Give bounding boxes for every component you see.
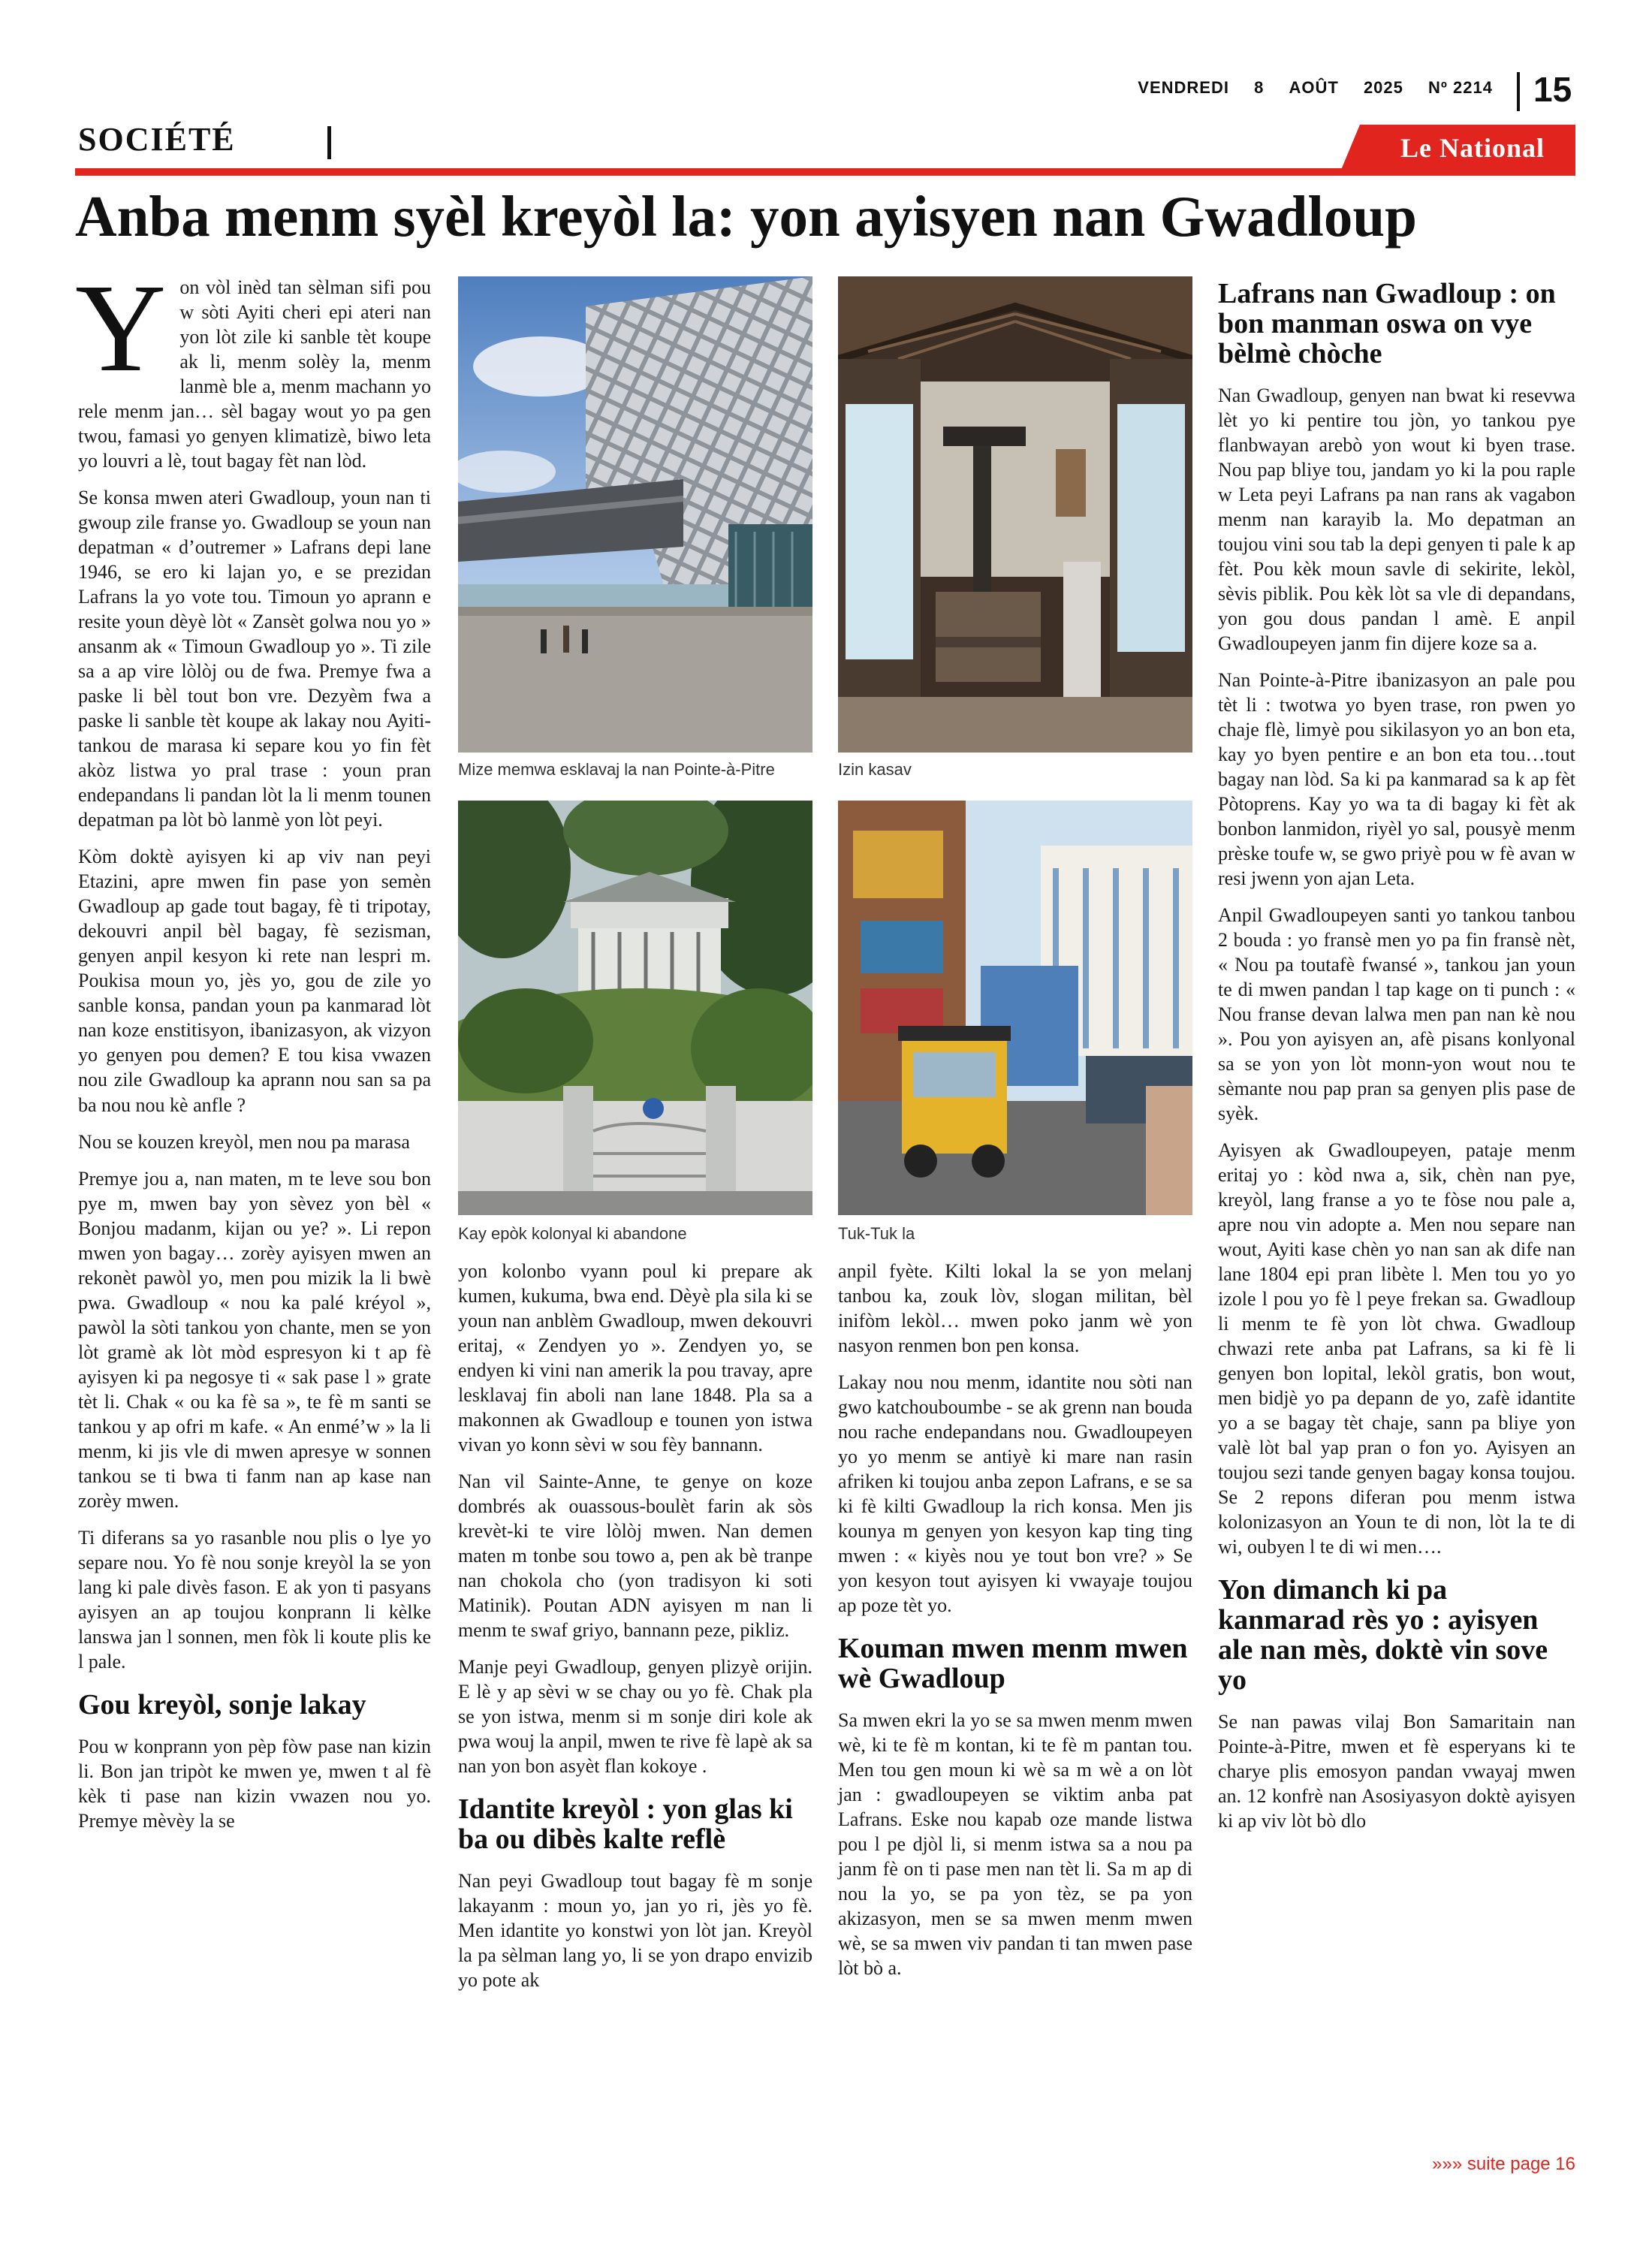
cassava-factory-photo-caption: Izin kasav — [838, 760, 912, 779]
article-column-4 — [1218, 275, 1575, 1845]
cassava-factory-photo — [838, 276, 1192, 753]
paragraph: Sa mwen ekri la yo se sa mwen menm mwen wè, ki te fè m kontan, ki te fè m pantan tou. Men tou gen moun ki wè sa m wè a on lòt jan : gwadloupeyen se viktim anba pat Lafrans. Eske nou kapab oze mande listwa pou l pe djòl li, si menm istwa sa a nou pa janm fè on ti pase men nan tèt li. Sa m ap di nou la yo, se pa yon tèz, se pa yon akizasyon, men se sa mwen menm mwen wè, se sa mwen viv pandan ti tan mwen pase lòt bò a. — [838, 1709, 1192, 1980]
paragraph: yon kolonbo vyann poul ki prepare ak kumen, kukuma, bwa end. Dèyè pla sila ki se youn nan anblèm Gwadloup, mwen dekouvri eritaj, « Zendyen yo ». Zendyen yo, se endyen ki vini nan amerik la pou travay, apre lesklavaj fin aboli nan lane 1848. Pla sa a makonnen ak Gwadloup e tounen yon istwa vivan yo konn sèvi w sou fèy bannann. — [458, 1260, 812, 1456]
paragraph: Ti diferans sa yo rasanble nou plis o lye yo separe nou. Yo fè nou sonje kreyòl la se yon lang ki pale divès fason. E ak yon ti pasyans ayisyen an ap toujou konprann li kèlke lanswa jan l sonnen, men fòk li koute plis ke l pale. — [78, 1526, 431, 1672]
section-divider — [327, 126, 331, 159]
issue-meta — [1118, 78, 1493, 98]
paragraph: Anpil Gwadloupeyen santi yo tankou tanbou 2 bouda : yo fransè men yo pa fin fransè nèt, « Nou pa toutafè fwansé », tankou jan youn te di mwen pandan l tap kage on ti punch : « Nou franse devan lalwa men pan nan kè nou ». Pou yon ayisyen an, afè pisans konlyonal sa se yon yon lòt monn-yon wout nou te sèmante nou pap pran sa genyen plis pase de syèk. — [1218, 903, 1575, 1125]
colonial-house-photo-caption: Kay epòk kolonyal ki abandone — [458, 1224, 687, 1243]
dropcap: Y — [75, 258, 167, 398]
subheading-lafrans-nan-gwadloup: Lafrans nan Gwadloup : on bon manman oswa on vye bèlmè chòche — [1218, 278, 1556, 369]
paragraph: Se nan pawas vilaj Bon Samaritain nan Pointe-à-Pitre, mwen et fè esperyans ki te charye plis emosyon pandan vwayaj mwen an. 12 konfrè nan Asosiyasyon doktè ayisyen ki ap viv lòt bò dlo — [1218, 1710, 1575, 1832]
museum-photo — [458, 276, 812, 753]
article-column-1 — [75, 258, 431, 1845]
paragraph: Lakay nou nou menm, idantite nou sòti nan gwo katchouboumbe - se ak grenn nan bouda nou rache endepandans nou. Gwadloupeyen yo yo menm se antiyè ki mare nan rasin afriken ki toujou anba zepon Lafrans, e se sa ki fè kilti Gwadloup la rich konsa. Men jis kounya m genyen yon kesyon kap ting ting mwen : « kiyès nou ye tout bon vre? » Se yon kesyon tout ayisyen ki vwayaje toujou ap poze tèt yo. — [838, 1371, 1192, 1617]
paragraph: Premye jou a, nan maten, m te leve sou bon pye m, mwen bay yon sèvez yon bèl « Bonjou madanm, kijan ou ye? ». Li repon mwen yon bagay… zorèy ayisyen mwen an rekonèt pawòl yo, men pou mizik la li bwè pwa. Gwadloup « nou ka palé kréyol », pawòl la sòti tankou yon chante, men se yon lòt gramè ak lòt mòd espresyon ki t ap fè ayisyen ki pa negosye ti « sak pase l » grate tèt li. Chak « ou ka fè sa », te fè m santi se tankou y ap ofri m kafe. « An enmé’w » la li menm, ki jis vle di mwen apresye w sonnen tankou se ti bwa ti fanm nan ap kase nan zorèy mwen. — [78, 1167, 431, 1512]
issue-month: AOÛT — [1289, 78, 1339, 97]
paragraph: Nan Gwadloup, genyen nan bwat ki resevwa lèt yo ki pentire tou jòn, yo tankou pye flanbwayan arebò yon wout ki byen trase. Nou pap bliye tou, jandam yo ki la pou raple w Leta peyi Lafrans pa nan rans ak vagabon menm nan karayib la. Mo depatman an toujou vini sou tab la depi genyen ti pale k ap fèt. Pou kèk moun savle di sekirite, lekòl, sèvis piblik. Pou kèk lòt sa vle di depandans, yon gou dous pandan l amè. E anpil Gwadloupeyen janm fin dijere koze sa a. — [1218, 384, 1575, 654]
paragraph: Nan Pointe-à-Pitre ibanizasyon an pale pou tèt li : twotwa yo byen trase, ron pwen yo chaje flè, limyè pou sikilasyon yo an bon eta, kay yo byen pentire e an bon eta tou…tout bagay nan lòd. Sa ki pa kanmarad sa k ap fèt Pòtoprens. Kay yo wa ta di bagay ki fèt ak bonbon lanmidon, riyèl yo sal, pousyè menm prèske toufe w, se gwo priyè pou w fè avan w resi jwenn yon ajan Leta. — [1218, 668, 1575, 889]
article-headline: Anba menm syèl kreyòl la: yon ayisyen nan Gwadloup — [75, 184, 1417, 249]
subheading-idantite-kreyol: Idantite kreyòl : yon glas ki ba ou dibès kalte reflè — [458, 1793, 793, 1856]
tuktuk-street-photo-caption: Tuk-Tuk la — [838, 1224, 915, 1243]
tuktuk-street-photo — [838, 801, 1192, 1215]
brand-name: Le National — [1400, 133, 1545, 163]
tuktuk-street-photo-icon — [838, 801, 1192, 1215]
issue-number: Nº 2214 — [1428, 78, 1493, 97]
paragraph: Ayisyen ak Gwadloupeyen, pataje menm eritaj yo : kòd nwa a, sik, chèn nan pye, kreyòl, lang franse a yo te fòse nou pale a, apre nou vin adopte a. Men nou separe nan wout, Ayiti kase chèn yo nan san ak dife nan lane 1804 epi pran libète l. Men tou yo yo izole l pou yo fè l peye frekan sa. Gwadloup li menm te fè yon lòt chwa. Gwadloup chwazi rete anba pat Lafrans, sa ki fè li genyen bon lopital, lekòl gratis, bon wout, men bidjè yo pa depann de yo, zafè idantite yo a se bagay tèt chaje, sann pa bliye yon valè lòt bal yap pran o fon yo. Ayisyen an toujou sezi tande genyen bagay konsa toujou. Se 2 repons diferan pou menm istwa kolonizasyon an Youn te di non, lòt la te di wi, oubyen l te di wi men…. — [1218, 1139, 1575, 1558]
subheading-gou-kreyol: Gou kreyòl, sonje lakay — [78, 1688, 366, 1721]
paragraph: Nan peyi Gwadloup tout bagay fè m sonje lakayanm : moun yo, jan yo ri, jès yo fè. Men idantite yo konstwi yon lòt jan. Kreyòl la pa sèlman lang yo, li se yon drapo envizib yo pote ak — [458, 1870, 812, 1992]
issue-year: 2025 — [1363, 78, 1403, 97]
page-number: 15 — [1533, 70, 1572, 109]
header-rule — [75, 168, 1575, 176]
subheading-kouman-mwen-we: Kouman mwen menm mwen wè Gwadloup — [838, 1633, 1188, 1695]
museum-photo-icon — [458, 276, 812, 753]
colonial-house-photo-icon — [458, 801, 812, 1215]
museum-photo-caption: Mize memwa esklavaj la nan Pointe-à-Pitre — [458, 760, 775, 779]
section-name: SOCIÉTÉ — [78, 121, 236, 158]
paragraph: Pou w konprann yon pèp fòw pase nan kizin li. Bon jan tripòt ke mwen ye, mwen t al fè kèk ti pase nan kizin vwazen nou yo. Premye mèvèy la se — [78, 1735, 431, 1832]
paragraph: Nan vil Sainte-Anne, te genye on koze dombrés ak ouassous-boulèt farin ak sòs krevèt-ki te vire lòlòj mwen. Nan demen maten m tonbe sou towo a, pen ak bè tranpe nan chokola cho (yon tradisyon ki soti Matinik). Poutan ADN ayisyen m nan li menm te swaf griyo, bannann peze, pikliz. — [458, 1470, 812, 1642]
paragraph: Manje peyi Gwadloup, genyen plizyè orijin. E lè y ap sèvi w se chay ou yo fè. Chak pla se yon istwa, menm si m sonje diri kole ak pwa wouj la anpil, mwen te rive fè lapè ak sa nan yon bon asyèt flan kokoye . — [458, 1656, 812, 1778]
article-column-3 — [838, 1259, 1192, 1992]
paragraph: anpil fyète. Kilti lokal la se yon melanj tanbou ka, zouk lòv, slogan militan, bèl inifòm lekòl… mwen poko janm wè yon nasyon renmen bon pen konsa. — [838, 1260, 1192, 1357]
intro-text: on vòl inèd tan sèlman sifi pou w sòti Ayiti cheri epi ateri nan yon lòt zile ki sanble tèt koupe ak li, menm solèy la, menm lanmè ble a, menm machann yo rele menm jan… sèl bagay wout yo pa gen twou, famasi yo genyen klimatizè, biwo leta yo louvri a lè, tout bagay fèt nan lòd. — [78, 276, 431, 472]
paragraph: Kòm doktè ayisyen ki ap viv nan peyi Etazini, apre mwen fin pase yon semèn Gwadloup ap gade tout bagay, fè ti tripotay, dekouvri anpil bèl bagay, fè sezisman, genyen anpil kesyon ki rete nan lespri m. Poukisa moun yo, jès yo, gou de zile yo sanble konsa, pandan youn pa kanmarad lòt nan koze enstitisyon, ibanizasyon, ak vizyon yo genyen pou demen? E tou kisa vwazen nou zile Gwadloup ka aprann nou san sa pa ba nou nou kè anfle ? — [78, 846, 431, 1116]
issue-date: 8 — [1254, 78, 1265, 97]
page-number-divider — [1517, 72, 1520, 111]
paragraph: Nou se kouzen kreyòl, men nou pa marasa — [78, 1130, 410, 1153]
colonial-house-photo — [458, 801, 812, 1215]
cassava-factory-photo-icon — [838, 276, 1192, 753]
article-column-2 — [458, 1259, 812, 2004]
article-intro — [75, 258, 431, 473]
subheading-yon-dimanch: Yon dimanch ki pa kanmarad rès yo : ayisyen ale nan mès, doktè vin sove yo — [1218, 1574, 1548, 1697]
paragraph: Se konsa mwen ateri Gwadloup, youn nan ti gwoup zile franse yo. Gwadloup se youn nan depatman « d’outremer » Lafrans depi lane 1946, se ero ki lajan yo, e se prezidan Lafrans la yo vote tou. Timoun yo aprann e resite youn dèyè lòt « Zansèt golwa nou yo » ansanm ak « Timoun Gwadloup yo ». Ti zile sa a ap vire lòlòj ou de fwa. Premye fwa a paske li bèl tout bon vre. Dezyèm fwa a paske li sanble tèt koupe ak lakay nou Ayiti-tankou de marasa ki separe kou yo fin fèt akòz listwa yo pral trase : youn pran endepandans li pandan lòt la li menm tounen depatman pa lòt bò lanmè yon lòt peyi. — [78, 487, 431, 831]
continuation-link[interactable]: »»» suite page 16 — [1432, 2154, 1575, 2174]
issue-day: VENDREDI — [1138, 78, 1229, 97]
